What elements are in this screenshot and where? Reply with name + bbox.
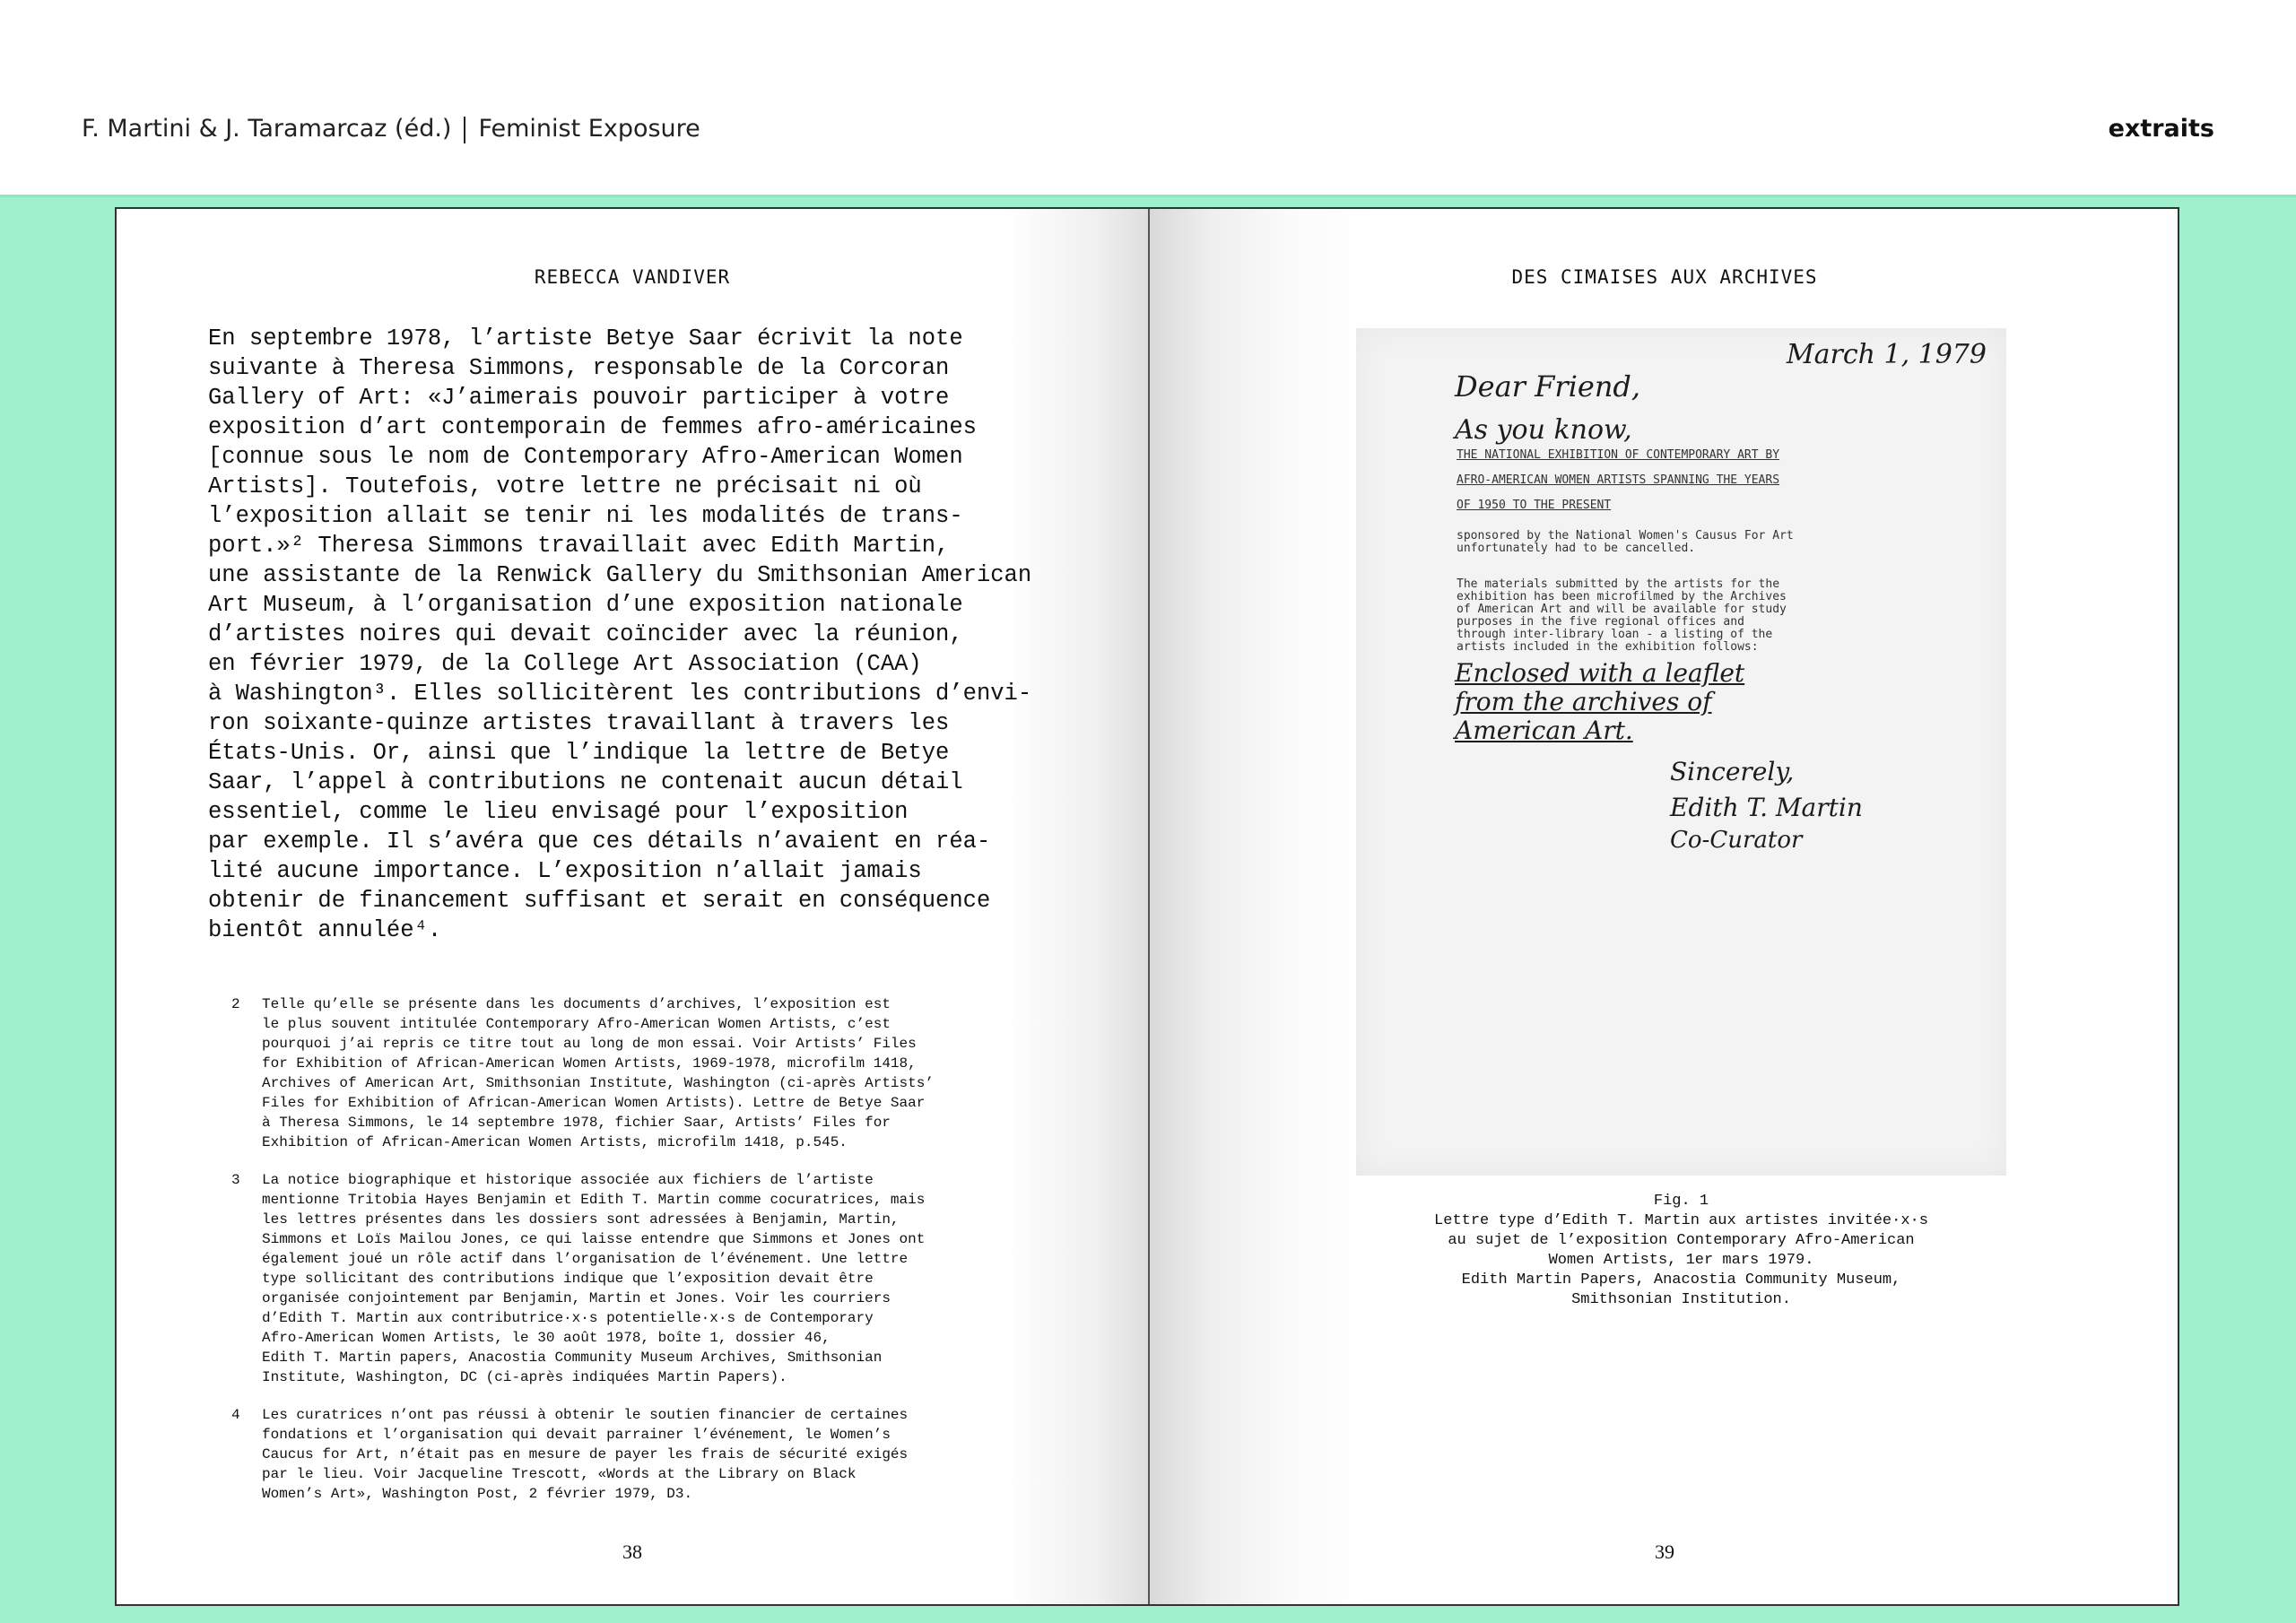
- page-number-left: 38: [622, 1541, 642, 1563]
- book-credit: [82, 115, 700, 143]
- footnote-number: 3: [231, 1172, 240, 1188]
- body-line: par exemple. Il s’avéra que ces détails n’avaient en réa-: [208, 829, 991, 855]
- body-line: lité aucune importance. L’exposition n’allait jamais: [208, 858, 922, 884]
- footnote-line: type sollicitant des contributions indique que l’exposition devait être: [262, 1271, 874, 1287]
- footnote-number: 4: [231, 1407, 240, 1423]
- separator: [464, 117, 465, 143]
- typed-line: THE NATIONAL EXHIBITION OF CONTEMPORARY ART BY: [1457, 448, 1780, 462]
- left-page: [117, 209, 1150, 1604]
- handwritten-line: American Art.: [1455, 716, 1633, 745]
- footnote-line: La notice biographique et historique associée aux fichiers de l’artiste: [262, 1172, 874, 1188]
- handwritten-line: Enclosed with a leaflet: [1455, 658, 1745, 688]
- letter-facsimile: [1356, 328, 2006, 1176]
- body-line: l’exposition allait se tenir ni les modalités de trans-: [208, 503, 963, 529]
- authors: F. Martini & J. Taramarcaz (éd.): [82, 115, 452, 143]
- footnote-line: également joué un rôle actif dans l’organisation de l’événement. Une lettre: [262, 1251, 909, 1267]
- running-head-left: REBECCA VANDIVER: [534, 266, 731, 288]
- caption-line: au sujet de l’exposition Contemporary Afro-American: [1448, 1232, 1915, 1249]
- letter-opening: As you know,: [1455, 414, 1632, 446]
- typed-line: purposes in the five regional offices and: [1457, 615, 1744, 629]
- right-page: [1150, 209, 2179, 1604]
- footnote-line: pourquoi j’ai repris ce titre tout au long de mon essai. Voir Artists’ Files: [262, 1036, 917, 1052]
- book-title: Feminist Exposure: [478, 115, 700, 143]
- footnote-line: Les curatrices n’ont pas réussi à obtenir le soutien financier de certaines: [262, 1407, 909, 1423]
- footnote-line: Women’s Art», Washington Post, 2 février 1979, D3.: [262, 1486, 693, 1502]
- footnote-line: le plus souvent intitulée Contemporary Afro-American Women Artists, c’est: [262, 1016, 891, 1032]
- typed-line: of American Art and will be available for study: [1457, 603, 1787, 616]
- footnote-line: Telle qu’elle se présente dans les documents d’archives, l’exposition est: [262, 996, 891, 1012]
- footnote-line: à Theresa Simmons, le 14 septembre 1978, fichier Saar, Artists’ Files for: [262, 1115, 891, 1131]
- body-line: bientôt annulée⁴.: [208, 917, 442, 943]
- footnote-line: fondations et l’organisation qui devait parrainer l’événement, le Women’s: [262, 1427, 891, 1443]
- typed-line: unfortunately had to be cancelled.: [1457, 542, 1696, 555]
- page-number-right: 39: [1655, 1541, 1674, 1563]
- body-line: Saar, l’appel à contributions ne contenait aucun détail: [208, 769, 963, 795]
- footnote-number: 2: [231, 996, 240, 1012]
- figure-caption: [1356, 1192, 2006, 1310]
- body-line: d’artistes noires qui devait coïncider avec la réunion,: [208, 621, 963, 647]
- footnote-line: d’Edith T. Martin aux contributrice·x·s potentielle·x·s de Contemporary: [262, 1310, 874, 1326]
- body-line: port.»² Theresa Simmons travaillait avec Edith Martin,: [208, 533, 950, 559]
- running-head-right: DES CIMAISES AUX ARCHIVES: [1511, 266, 1818, 288]
- footnote-line: Edith T. Martin papers, Anacostia Community Museum Archives, Smithsonian: [262, 1350, 883, 1366]
- footnote-line: les lettres présentes dans les dossiers sont adressées à Benjamin, Martin,: [262, 1211, 900, 1228]
- typed-line: sponsored by the National Women's Causus For Art: [1457, 529, 1794, 542]
- footnote-line: Exhibition of African-American Women Artists, microfilm 1418, p.545.: [262, 1134, 848, 1150]
- letter-signer-title: Co-Curator: [1670, 827, 1803, 854]
- body-line: obtenir de financement suffisant et serait en conséquence: [208, 888, 991, 914]
- footnote-line: par le lieu. Voir Jacqueline Trescott, «Words at the Library on Black: [262, 1466, 857, 1482]
- caption-line: Fig. 1: [1653, 1193, 1709, 1210]
- body-text: [208, 324, 1051, 945]
- footnote-line: Afro-American Women Artists, le 30 août 1978, boîte 1, dossier 46,: [262, 1330, 831, 1346]
- footnote-line: mentionne Tritobia Hayes Benjamin et Edith T. Martin comme cocuratrices, mais: [262, 1192, 926, 1208]
- body-line: [connue sous le nom de Contemporary Afro-American Women: [208, 444, 963, 470]
- typed-line: AFRO-AMERICAN WOMEN ARTISTS SPANNING THE YEARS: [1457, 473, 1780, 487]
- typed-line: through inter-library loan - a listing of the: [1457, 628, 1773, 641]
- body-line: essentiel, comme le lieu envisagé pour l’exposition: [208, 799, 909, 825]
- letter-closing: Sincerely,: [1670, 757, 1795, 786]
- caption-line: Edith Martin Papers, Anacostia Community Museum,: [1461, 1271, 1901, 1289]
- handwritten-line: from the archives of: [1455, 687, 1712, 716]
- footnote-line: for Exhibition of African-American Women Artists, 1969-1978, microfilm 1418,: [262, 1055, 917, 1072]
- body-line: une assistante de la Renwick Gallery du Smithsonian American: [208, 562, 1032, 588]
- footnote-line: Simmons et Loïs Mailou Jones, ce qui laisse entendre que Simmons et Jones ont: [262, 1231, 926, 1247]
- site-header: [0, 0, 2296, 197]
- caption-line: Lettre type d’Edith T. Martin aux artistes invitée·x·s: [1434, 1212, 1928, 1229]
- body-line: ron soixante-quinze artistes travaillant à travers les: [208, 710, 950, 736]
- footnote-line: organisée conjointement par Benjamin, Martin et Jones. Voir les courriers: [262, 1290, 891, 1306]
- footnote-line: Archives of American Art, Smithsonian Institute, Washington (ci-après Artists’: [262, 1075, 934, 1091]
- footnote-line: Files for Exhibition of African-American Women Artists). Lettre de Betye Saar: [262, 1095, 926, 1111]
- book-spread: [115, 207, 2179, 1606]
- section-label: extraits: [2108, 115, 2214, 143]
- body-line: en février 1979, de la College Art Association (CAA): [208, 651, 922, 677]
- typed-line: artists included in the exhibition follows:: [1457, 640, 1759, 654]
- body-line: En septembre 1978, l’artiste Betye Saar écrivit la note: [208, 325, 963, 352]
- typed-line: The materials submitted by the artists for the: [1457, 577, 1780, 591]
- body-line: États-Unis. Or, ainsi que l’indique la lettre de Betye: [208, 740, 950, 766]
- footnote-line: Caucus for Art, n’était pas en mesure de payer les frais de sécurité exigés: [262, 1446, 909, 1462]
- footnote-line: Institute, Washington, DC (ci-après indiquées Martin Papers).: [262, 1369, 787, 1385]
- body-line: suivante à Theresa Simmons, responsable de la Corcoran: [208, 355, 950, 381]
- typed-line: OF 1950 TO THE PRESENT: [1457, 499, 1612, 512]
- typed-line: exhibition has been microfilmed by the Archives: [1457, 590, 1787, 603]
- body-line: exposition d’art contemporain de femmes afro-américaines: [208, 414, 977, 440]
- body-line: à Washington³. Elles sollicitèrent les contributions d’envi-: [208, 681, 1032, 707]
- body-line: Artists]. Toutefois, votre lettre ne précisait ni où: [208, 473, 922, 499]
- letter-salutation: Dear Friend,: [1455, 369, 1641, 404]
- letter-signature: Edith T. Martin: [1670, 793, 1863, 822]
- body-line: Art Museum, à l’organisation d’une exposition nationale: [208, 592, 963, 618]
- caption-line: Women Artists, 1er mars 1979.: [1548, 1252, 1814, 1269]
- body-line: Gallery of Art: «J’aimerais pouvoir participer à votre: [208, 385, 950, 411]
- caption-line: Smithsonian Institution.: [1571, 1291, 1791, 1308]
- letter-date: March 1, 1979: [1786, 339, 1987, 370]
